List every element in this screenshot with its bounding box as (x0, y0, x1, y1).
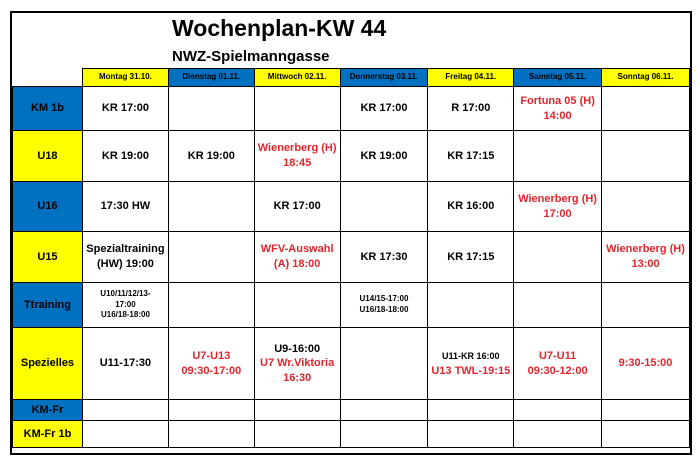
table-row (13, 283, 690, 328)
schedule-cell: KR 19:00 (82, 131, 168, 182)
schedule-cell-match: U7-U13 09:30-17:00 (168, 328, 254, 400)
schedule-cell: U14/15-17:00 U16/18-18:00 (340, 283, 428, 328)
team-label-spezielles: Spezielles (13, 328, 83, 400)
schedule-cell (602, 400, 690, 421)
schedule-cell (514, 283, 602, 328)
schedule-cell (254, 283, 340, 328)
schedule-cell (168, 87, 254, 131)
schedule-cell: KR 17:00 (82, 87, 168, 131)
table-row (13, 421, 690, 448)
cell-line-red: U13 TWL-19:15 (431, 364, 511, 377)
header-row (13, 69, 690, 87)
schedule-cell: 17:30 HW (82, 182, 168, 232)
schedule-cell (82, 400, 168, 421)
weekly-schedule-table (12, 68, 690, 448)
schedule-cell (168, 400, 254, 421)
day-header-donnerstag: Donnerstag 03.11. (340, 69, 428, 87)
cell-line: U11-KR 16:00 (442, 350, 500, 361)
table-row (13, 131, 690, 182)
team-label-km-fr-1b: KM-Fr 1b (13, 421, 83, 448)
day-header-dienstag: Dienstag 01.11. (168, 69, 254, 87)
schedule-cell-match: U7-U11 09:30-12:00 (514, 328, 602, 400)
schedule-cell (340, 182, 428, 232)
schedule-cell (602, 131, 690, 182)
team-label-u16: U16 (13, 182, 83, 232)
schedule-cell (340, 400, 428, 421)
schedule-cell (428, 400, 514, 421)
table-row (13, 182, 690, 232)
schedule-cell-match: Wienerberg (H) 13:00 (602, 232, 690, 283)
schedule-cell: KR 16:00 (428, 182, 514, 232)
schedule-cell: U11-17:30 (82, 328, 168, 400)
table-row (13, 232, 690, 283)
schedule-cell (602, 283, 690, 328)
schedule-cell: R 17:00 (428, 87, 514, 131)
schedule-cell: KR 19:00 (340, 131, 428, 182)
day-header-mittwoch: Mittwoch 02.11. (254, 69, 340, 87)
schedule-cell (514, 400, 602, 421)
table-row (13, 400, 690, 421)
schedule-cell-match: Wienerberg (H) 17:00 (514, 182, 602, 232)
schedule-cell (168, 283, 254, 328)
cell-line: U9-16:00 (274, 342, 321, 355)
schedule-cell: KR 17:30 (340, 232, 428, 283)
schedule-cell-mixed (254, 328, 340, 400)
schedule-cell (602, 87, 690, 131)
day-header-samstag: Samstag 05.11. (514, 69, 602, 87)
schedule-cell-match: WFV-Auswahl (A) 18:00 (254, 232, 340, 283)
table-row (13, 328, 690, 400)
day-header-montag: Montag 31.10. (82, 69, 168, 87)
schedule-cell (514, 131, 602, 182)
schedule-cell (602, 182, 690, 232)
schedule-cell (428, 421, 514, 448)
schedule-cell-match: 9:30-15:00 (602, 328, 690, 400)
schedule-cell (514, 421, 602, 448)
day-header-sonntag: Sonntag 06.11. (602, 69, 690, 87)
corner-cell (13, 69, 83, 87)
schedule-cell (428, 283, 514, 328)
schedule-cell (168, 182, 254, 232)
table-row (13, 87, 690, 131)
team-label-u15: U15 (13, 232, 83, 283)
team-label-km-fr: KM-Fr (13, 400, 83, 421)
schedule-cell: U10/11/12/13- 17:00 U16/18-18:00 (82, 283, 168, 328)
page-subtitle: NWZ-Spielmanngasse (172, 48, 330, 65)
schedule-cell: KR 17:00 (340, 87, 428, 131)
schedule-cell: KR 17:15 (428, 131, 514, 182)
schedule-cell (340, 328, 428, 400)
schedule-cell-match: Wienerberg (H) 18:45 (254, 131, 340, 182)
page-title: Wochenplan-KW 44 (172, 15, 387, 41)
schedule-cell-match: Fortuna 05 (H) 14:00 (514, 87, 602, 131)
schedule-cell: KR 17:15 (428, 232, 514, 283)
schedule-cell (514, 232, 602, 283)
schedule-cell (254, 400, 340, 421)
schedule-cell (254, 87, 340, 131)
schedule-cell (168, 232, 254, 283)
team-label-u18: U18 (13, 131, 83, 182)
schedule-cell (254, 421, 340, 448)
day-header-freitag: Freitag 04.11. (428, 69, 514, 87)
schedule-sheet (10, 11, 692, 455)
schedule-cell-mixed (428, 328, 514, 400)
schedule-cell: KR 17:00 (254, 182, 340, 232)
team-label-ttraining: Ttraining (13, 283, 83, 328)
schedule-cell: KR 19:00 (168, 131, 254, 182)
team-label-km-1b: KM 1b (13, 87, 83, 131)
schedule-cell (602, 421, 690, 448)
schedule-cell (340, 421, 428, 448)
schedule-cell (82, 421, 168, 448)
schedule-cell (168, 421, 254, 448)
schedule-cell: Spezialtraining (HW) 19:00 (82, 232, 168, 283)
cell-line-red: U7 Wr.Viktoria 16:30 (260, 357, 335, 384)
